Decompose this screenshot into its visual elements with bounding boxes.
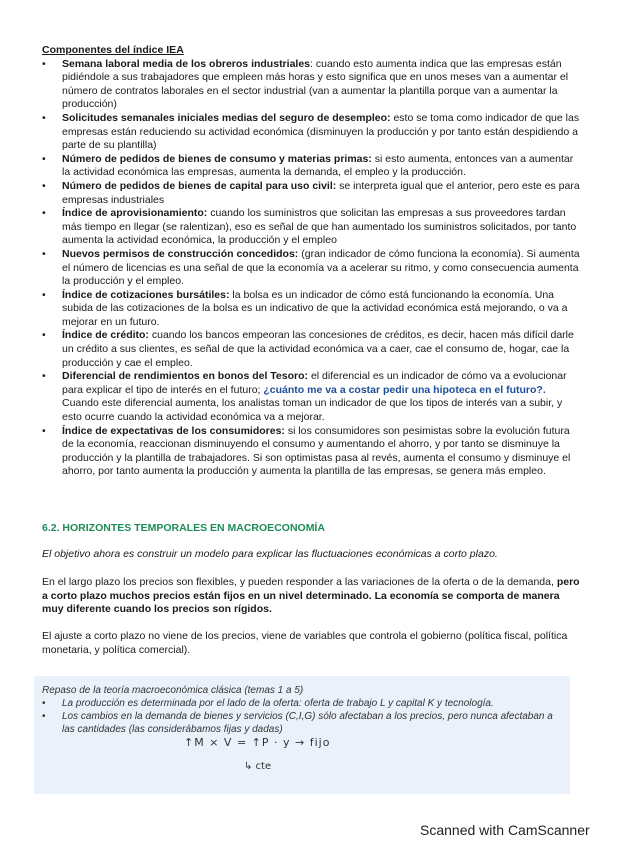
components-list [42, 58, 582, 479]
camscanner-watermark: Scanned with CamScanner [420, 822, 590, 838]
prices-paragraph: En el largo plazo los precios son flexibles, y pueden responder a las variaciones de la oferta o de la demanda, pero a corto plazo muchos precios están fijos en un nivel determinado. La economía se comporta de manera muy diferente cuando los precios son rígidos. [42, 576, 580, 616]
review-title: Repaso de la teoría macroeconómica clásica (temas 1 a 5) [42, 685, 304, 696]
components-section [42, 44, 582, 479]
list-item: • Diferencial de rendimientos en bonos del Tesoro: el diferencial es un indicador de cómo va a evolucionar para explicar el tipo de interés en el futuro; ¿cuánto me va a costar pedir una hipoteca en el futuro?. Cuando este diferencial aumenta, los analistas toman un indicador de que los tipos de interés van a subir, y esto ocurre cuando la actividad económica va a mejorar. [42, 370, 582, 424]
handwritten-equation: ↑M × V = ↑P · y → fijo [184, 736, 331, 749]
highlight-question: ¿cuánto me va a costar pedir una hipoteca en el futuro?. [263, 383, 546, 396]
list-item: • Semana laboral media de los obreros industriales: cuando esto aumenta indica que las empresas están pidiéndole a sus trabajadores que empleen más horas y esto significa que en unos meses van a aumentar el número de contratos laborales en el sector industrial (van a aumentar la plantilla porque van a aumentar la producción) [42, 58, 582, 112]
adjustment-paragraph: El ajuste a corto plazo no viene de los precios, viene de variables que controla el gobierno (política fiscal, política monetaria, y política comercial). [42, 630, 568, 656]
handwritten-cte: ↳ cte [244, 761, 272, 772]
list-item: • Número de pedidos de bienes de consumo y materias primas: si esto aumenta, entonces van a aumentar la actividad económica las empresas, aumenta la demanda, el empleo y la producción. [42, 153, 582, 180]
section-title: 6.2. HORIZONTES TEMPORALES EN MACROECONOMÍA [42, 522, 325, 534]
list-item: • Índice de crédito: cuando los bancos empeoran las concesiones de créditos, es decir, hacen más difícil darle un crédito a sus clientes, es señal de que la actividad económica va a caer, cae el consumo de, hogar, cae la producción y cae el empleo. [42, 329, 582, 370]
list-item: • Índice de cotizaciones bursátiles: la bolsa es un indicador de cómo está funcionando la economía. Una subida de las cotizaciones de la bolsa es un indicativo de que la actividad económica está mejorando, o va a mejorar en un futuro. [42, 289, 582, 330]
list-item: • Solicitudes semanales iniciales medias del seguro de desempleo: esto se toma como indicador de que las empresas están reduciendo su actividad económica (disminuyen la producción y por tanto están despidiendo a parte de su plantilla) [42, 112, 582, 153]
review-box [34, 676, 570, 794]
components-heading: Componentes del índice IEA [42, 44, 184, 56]
list-item: • Los cambios en la demanda de bienes y servicios (C,I,G) sólo afectaban a los precios, pero nunca afectaban a las cantidades (las considerábamos fijas y dadas) [42, 710, 562, 736]
list-item: • Nuevos permisos de construcción concedidos: (gran indicador de cómo funciona la economía). Si aumenta el número de licencias es una señal de que la economía va a acelerar su ritmo, y como consecuencia aumenta la producción y el empleo. [42, 248, 582, 289]
objective-paragraph: El objetivo ahora es construir un modelo para explicar las fluctuaciones económicas a corto plazo. [42, 548, 498, 560]
review-list [42, 697, 562, 736]
list-item: • Índice de expectativas de los consumidores: si los consumidores son pesimistas sobre la evolución futura de la economía, reaccionan disminuyendo el consumo y aumentando el ahorro, y por tanto se disminuye la producción y la plantilla de trabajadores. Si son optimistas pasa al revés, aumenta el consumo y disminuye el ahorro, por tanto aumenta la producción y aumenta la plantilla de las empresas, se genera más empleo. [42, 425, 582, 479]
list-item: • La producción es determinada por el lado de la oferta: oferta de trabajo L y capital K y tecnología. [42, 697, 562, 710]
list-item: • Índice de aprovisionamiento: cuando los suministros que solicitan las empresas a sus proveedores tardan más tiempo en llegar (se ralentizan), eso es señal de que han aumentado los suministros solicitados, por tanto aumenta la actividad económica, la producción y el empleo [42, 207, 582, 248]
list-item: • Número de pedidos de bienes de capital para uso civil: se interpreta igual que el anterior, pero este es para empresas industriales [42, 180, 582, 207]
